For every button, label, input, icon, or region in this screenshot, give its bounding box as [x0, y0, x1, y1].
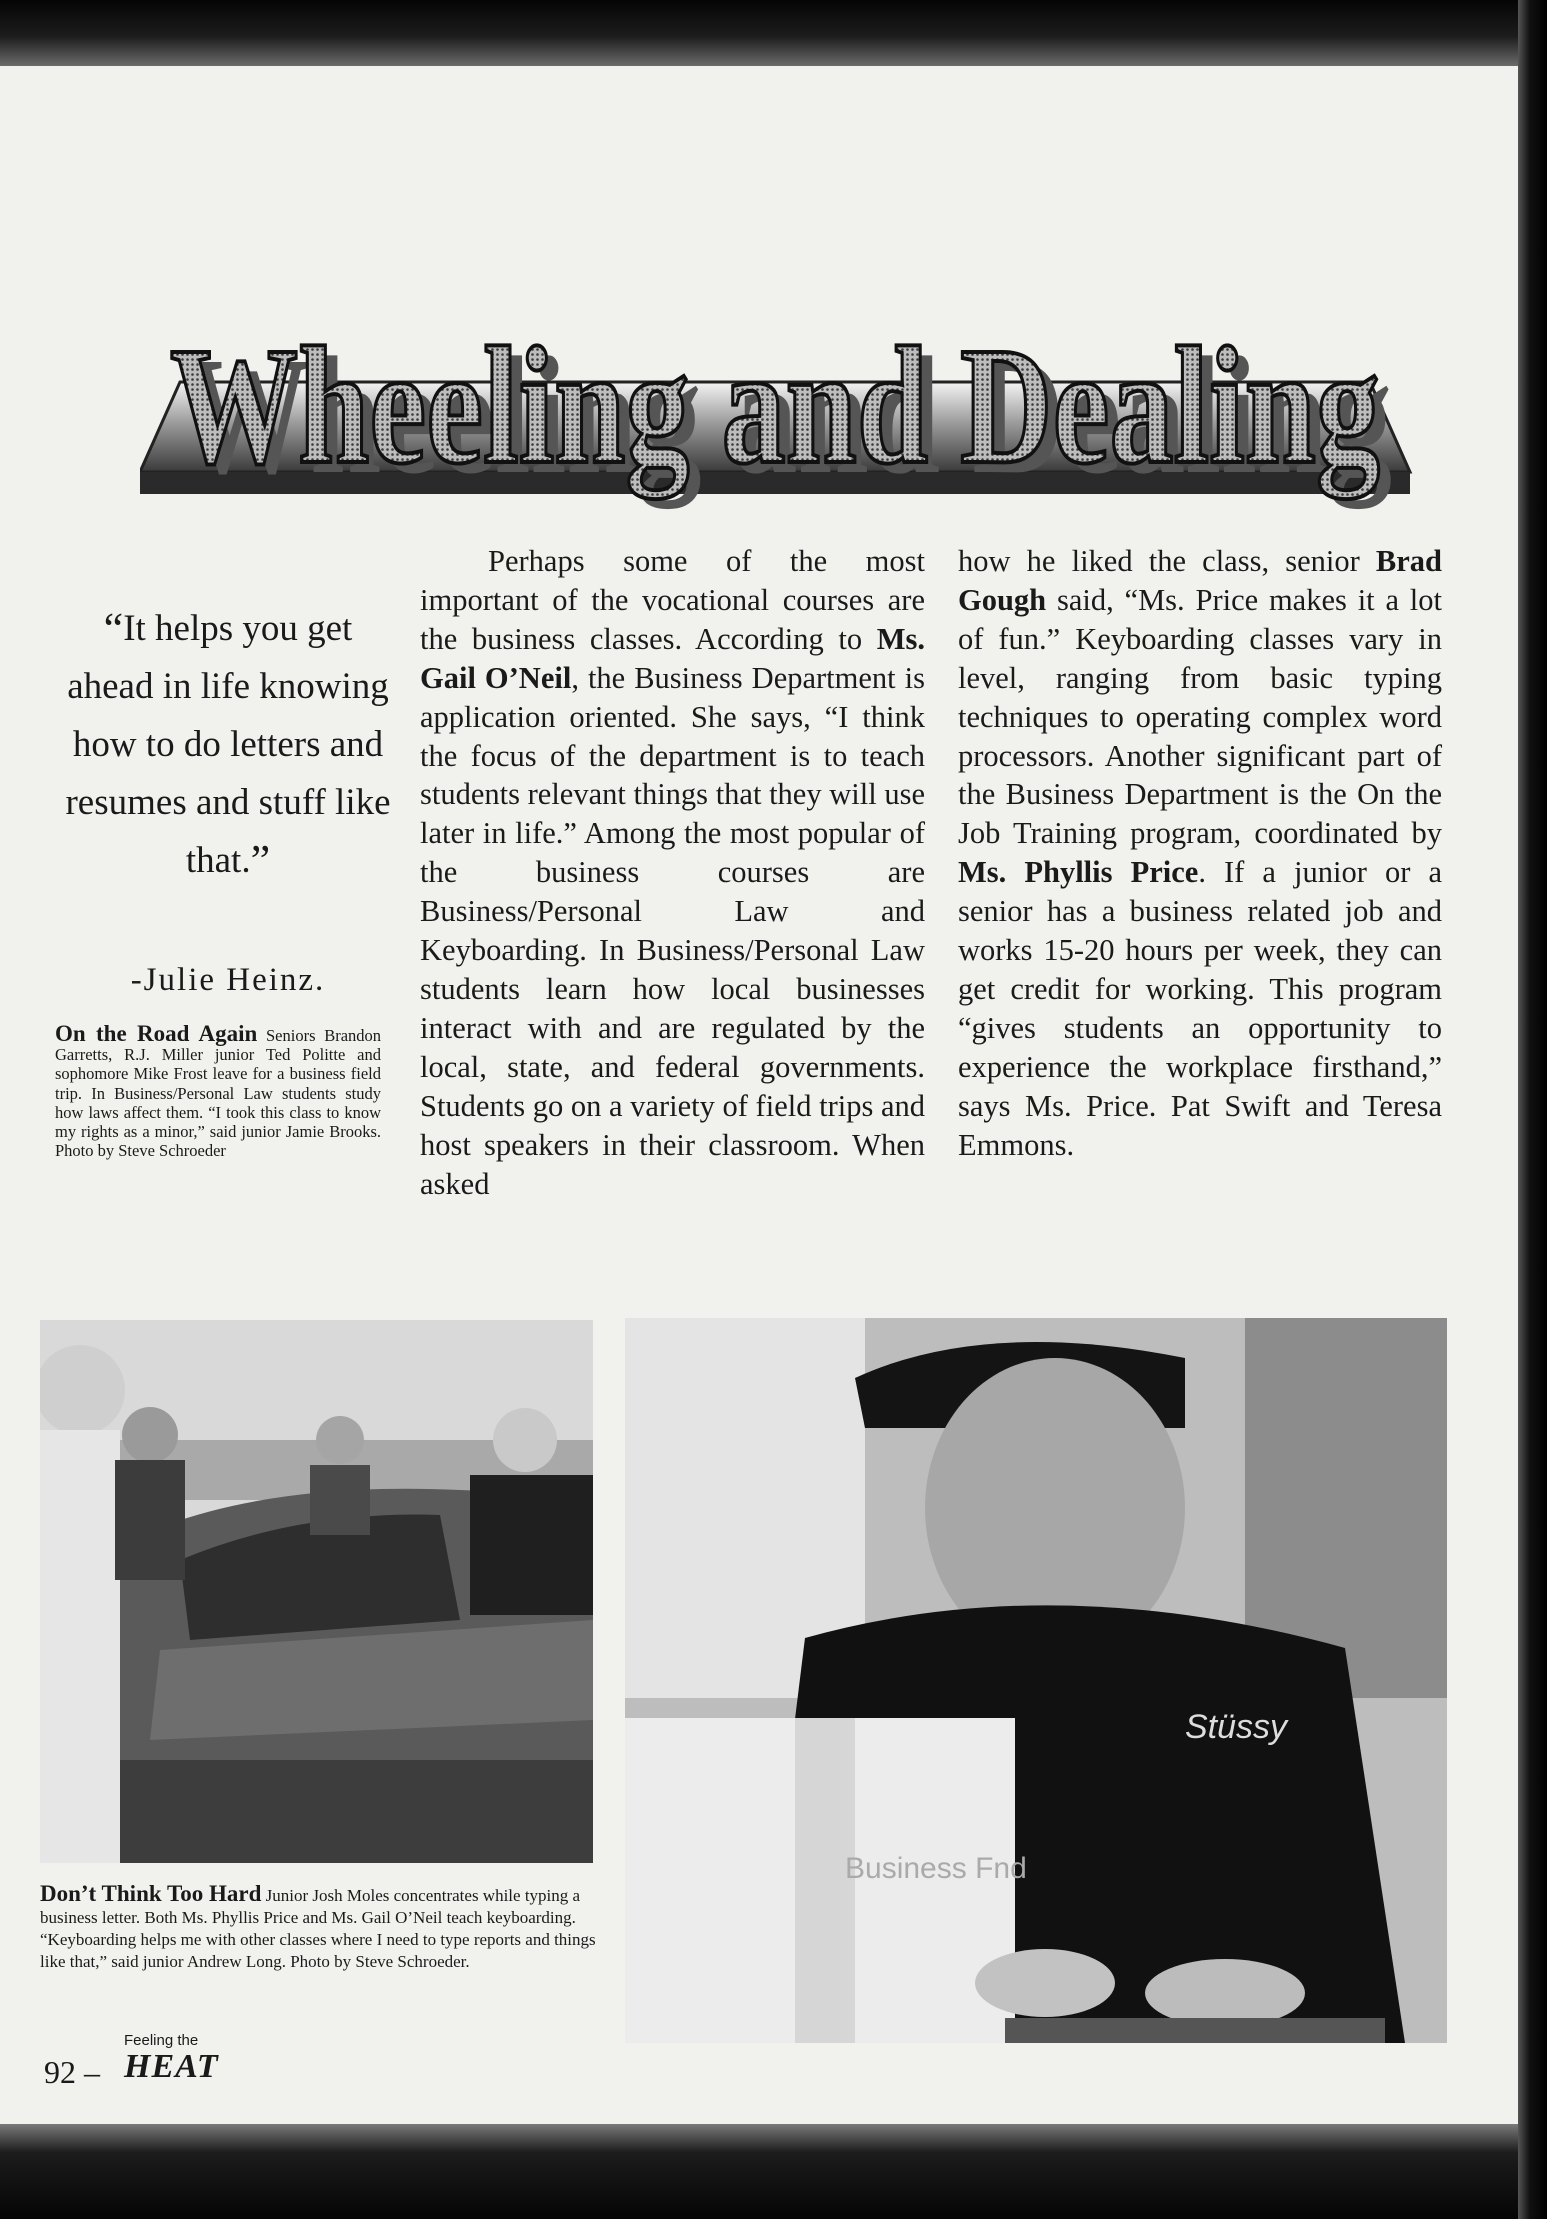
photo-keyboarding	[625, 1318, 1447, 2043]
shirt-logo: Stüssy	[1185, 1708, 1288, 1746]
photo-field-trip	[40, 1320, 593, 1863]
scan-edge-bottom	[0, 2124, 1547, 2219]
photo-caption-bottom	[40, 1883, 596, 1973]
article-text: . If a junior or a senior has a business related job and works 15-20 hours per week, they can get credit for working. This program “gives students an opportunity to experience the workplace firsthand,” says Ms. Price. Pat Swift and Teresa Emmons.	[958, 855, 1442, 1162]
article-text: how he liked the class, senior	[958, 544, 1376, 578]
article-text: said, “Ms. Price makes it a lot of fun.” Keyboarding classes vary in level, ranging from basic typing techniques to operating complex word processors. Another significant part of the Business Department is the On the Job Training program, coordinated by	[958, 582, 1442, 851]
quote-attribution: -Julie Heinz.	[130, 962, 326, 998]
caption-headline: Don’t Think Too Hard	[40, 1881, 262, 1906]
quote-text: It helps you get ahead in life knowing how to do letters and resumes and stuff like that.	[65, 608, 391, 881]
photo-caption-top	[55, 1021, 382, 1161]
title-shadow: Wheeling and Dealing	[182, 323, 1392, 509]
article-text: , the Business Department is application oriented. She says, “I think the focus of the department is to teach students relevant things that they will use later in life.” Among the most popular of the business courses are Business/Personal Law and Keyboarding. In Business/Personal Law students learn how local businesses interact with and are regulated by the local, state, and federal governments. Students go on a variety of field trips and host speakers in their classroom. When asked	[420, 660, 925, 1201]
article-name: Ms. Gail O’Neil	[420, 621, 925, 695]
article-name: Ms. Phyllis Price	[958, 855, 1199, 890]
article-text: Perhaps some of the most important of the vocational courses are the business classes. According to	[420, 544, 925, 656]
pull-quote	[58, 600, 398, 890]
article-name: Brad Gough	[958, 544, 1442, 617]
article-column-2	[958, 542, 1442, 1165]
folio-tagline: Feeling the	[124, 2032, 199, 2049]
article-column-1	[420, 542, 925, 1203]
title-text: Wheeling and Dealing	[170, 313, 1380, 499]
caption-headline: On the Road Again	[55, 1021, 258, 1046]
scan-edge-right	[1518, 0, 1547, 2219]
scan-edge-top	[0, 0, 1547, 66]
heat-logo: HEAT	[124, 2048, 219, 2085]
page-title	[140, 292, 1420, 522]
caption-body: Seniors Brandon Garretts, R.J. Miller junior Ted Politte and sophomore Mike Frost leave for a business field trip. In Business/Personal Law students study how laws affect them. “I took this class to know my rights as a minor,” said junior Jamie Brooks. Photo by Steve Schroeder	[55, 1026, 382, 1161]
page-number: 92 –	[44, 2054, 100, 2090]
caption-body: Junior Josh Moles concentrates while typing a business letter. Both Ms. Phyllis Price and Ms. Gail O’Neil teach keyboarding. “Keyboarding helps me with other classes where I need to type reports and things like that,” said junior Andrew Long. Photo by Steve Schroeder.	[40, 1886, 596, 1971]
folio	[44, 2030, 244, 2100]
box-scrawl: Business Fnd	[845, 1852, 1027, 1885]
quote-close-mark: ”	[250, 836, 271, 885]
quote-open-mark: “	[103, 604, 124, 653]
